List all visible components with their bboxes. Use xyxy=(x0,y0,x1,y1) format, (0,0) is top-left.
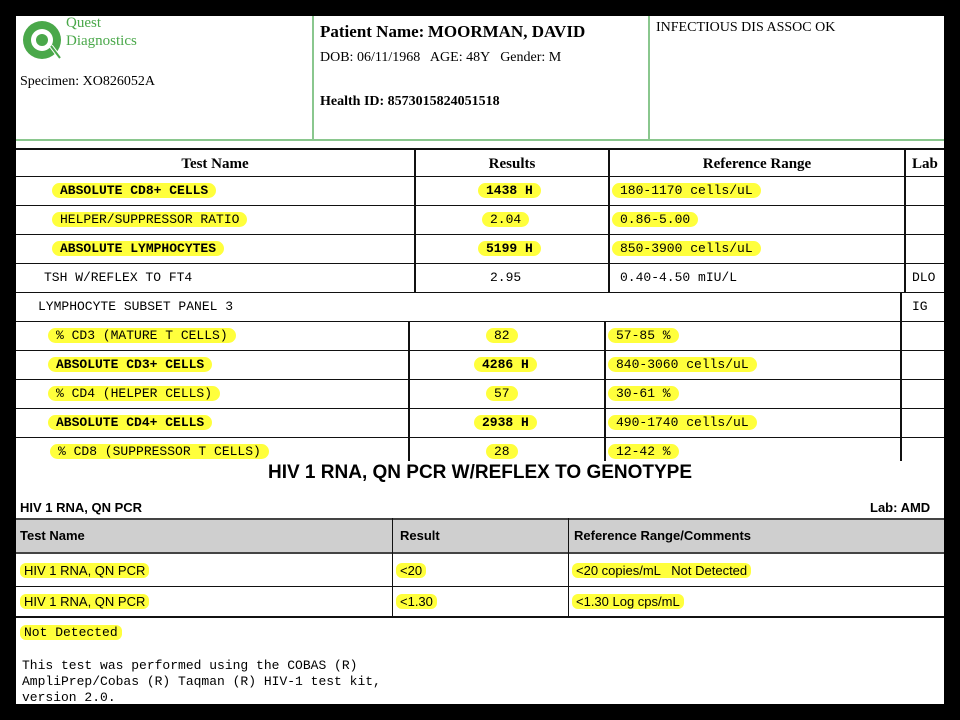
table-row-range: 490-1740 cells/uL xyxy=(608,415,757,430)
hiv-col-reference-range: Reference Range/Comments xyxy=(574,528,751,543)
table-row-result: 5199 H xyxy=(478,241,541,256)
panel-lab: IG xyxy=(912,299,928,314)
table-row-test: ABSOLUTE CD4+ CELLS xyxy=(48,415,212,430)
table-row-result: 2.95 xyxy=(490,270,522,285)
col-header-reference-range: Reference Range xyxy=(702,156,812,172)
health-id: Health ID: 8573015824051518 xyxy=(320,94,500,109)
table-row-result: 4286 H xyxy=(474,357,537,372)
hiv-row-range: <1.30 Log cps/mL xyxy=(572,594,684,609)
col-header-test-name: Test Name xyxy=(181,156,249,172)
table-grid-line xyxy=(16,205,944,206)
hiv-row-test: HIV 1 RNA, QN PCR xyxy=(20,563,149,578)
table-grid-line xyxy=(16,350,944,351)
table-grid-line xyxy=(16,148,944,150)
hiv-row-result: <1.30 xyxy=(396,594,437,609)
test-method-note: This test was performed using the COBAS (R) AmpliPrep/Cobas (R) Taqman (R) HIV-1 test kit, version 2.0. xyxy=(22,658,381,704)
table-grid-line xyxy=(16,616,944,618)
table-row-range: 12-42 % xyxy=(608,444,679,459)
table-row-result: 28 xyxy=(486,444,518,459)
table-grid-line xyxy=(16,437,944,438)
quest-logo-icon xyxy=(20,18,64,62)
table-row-range: 0.86-5.00 xyxy=(612,212,698,227)
col-header-lab: Lab xyxy=(912,156,938,172)
panel-label: LYMPHOCYTE SUBSET PANEL 3 xyxy=(38,299,234,314)
hiv-row-test: HIV 1 RNA, QN PCR xyxy=(20,594,149,609)
table-grid-line xyxy=(16,292,944,293)
table-grid-line xyxy=(408,321,410,461)
table-grid-line xyxy=(904,148,906,292)
table-row-result: 2938 H xyxy=(474,415,537,430)
table-row-result: 82 xyxy=(486,328,518,343)
table-grid-line xyxy=(16,176,944,177)
table-row-test: % CD8 (SUPPRESSOR T CELLS) xyxy=(50,444,269,459)
table-row-test: ABSOLUTE CD8+ CELLS xyxy=(52,183,216,198)
table-row-range: 57-85 % xyxy=(608,328,679,343)
hiv-row-result: <20 xyxy=(396,563,426,578)
table-grid-line xyxy=(392,518,393,618)
hiv-row-range: <20 copies/mL Not Detected xyxy=(572,563,751,578)
header-divider xyxy=(648,16,650,139)
table-row-test: TSH W/REFLEX TO FT4 xyxy=(44,270,193,285)
patient-info xyxy=(320,20,585,114)
col-header-results: Results xyxy=(488,156,536,172)
table-grid-line xyxy=(16,321,944,322)
hiv-lab: Lab: AMD xyxy=(870,500,931,515)
table-row-result: 1438 H xyxy=(478,183,541,198)
table-row-lab: DLO xyxy=(912,270,936,285)
hiv-table-header xyxy=(16,518,944,554)
table-row-test: % CD3 (MATURE T CELLS) xyxy=(48,328,236,343)
header-divider xyxy=(312,16,314,139)
table-grid-line xyxy=(900,321,902,461)
table-grid-line xyxy=(16,234,944,235)
table-grid-line xyxy=(16,379,944,380)
table-grid-line xyxy=(604,321,606,461)
specimen-id: Specimen: XO826052A xyxy=(20,74,155,89)
hiv-subtitle: HIV 1 RNA, QN PCR xyxy=(20,500,143,515)
hiv-col-result: Result xyxy=(400,528,440,543)
table-grid-line xyxy=(16,408,944,409)
hiv-col-test-name: Test Name xyxy=(20,528,85,543)
table-row-range: 0.40-4.50 mIU/L xyxy=(620,270,738,285)
table-grid-line xyxy=(16,586,944,587)
table-grid-line xyxy=(900,292,902,322)
table-row-range: 30-61 % xyxy=(608,386,679,401)
report-header xyxy=(16,16,944,141)
hiv-section-title: HIV 1 RNA, QN PCR W/REFLEX TO GENOTYPE xyxy=(267,462,693,483)
table-row-result: 2.04 xyxy=(482,212,529,227)
patient-dob-line: DOB: 06/11/1968 AGE: 48Y Gender: M xyxy=(320,50,562,65)
lab-report-page xyxy=(16,16,944,704)
table-grid-line xyxy=(568,518,569,618)
patient-name: MOORMAN, DAVID xyxy=(427,22,586,41)
table-row-test: HELPER/SUPPRESSOR RATIO xyxy=(52,212,247,227)
table-row-result: 57 xyxy=(486,386,518,401)
table-row-range: 180-1170 cells/uL xyxy=(612,183,761,198)
brand-name: Quest Diagnostics xyxy=(66,16,137,49)
table-row-range: 840-3060 cells/uL xyxy=(608,357,757,372)
table-row-test: ABSOLUTE CD3+ CELLS xyxy=(48,357,212,372)
table-grid-line xyxy=(16,263,944,264)
table-row-test: ABSOLUTE LYMPHOCYTES xyxy=(52,241,224,256)
patient-name-label: Patient Name: xyxy=(320,22,425,41)
table-row-test: % CD4 (HELPER CELLS) xyxy=(48,386,220,401)
not-detected-note: Not Detected xyxy=(20,625,122,640)
table-row-range: 850-3900 cells/uL xyxy=(612,241,761,256)
client-name: INFECTIOUS DIS ASSOC OK xyxy=(656,20,836,35)
